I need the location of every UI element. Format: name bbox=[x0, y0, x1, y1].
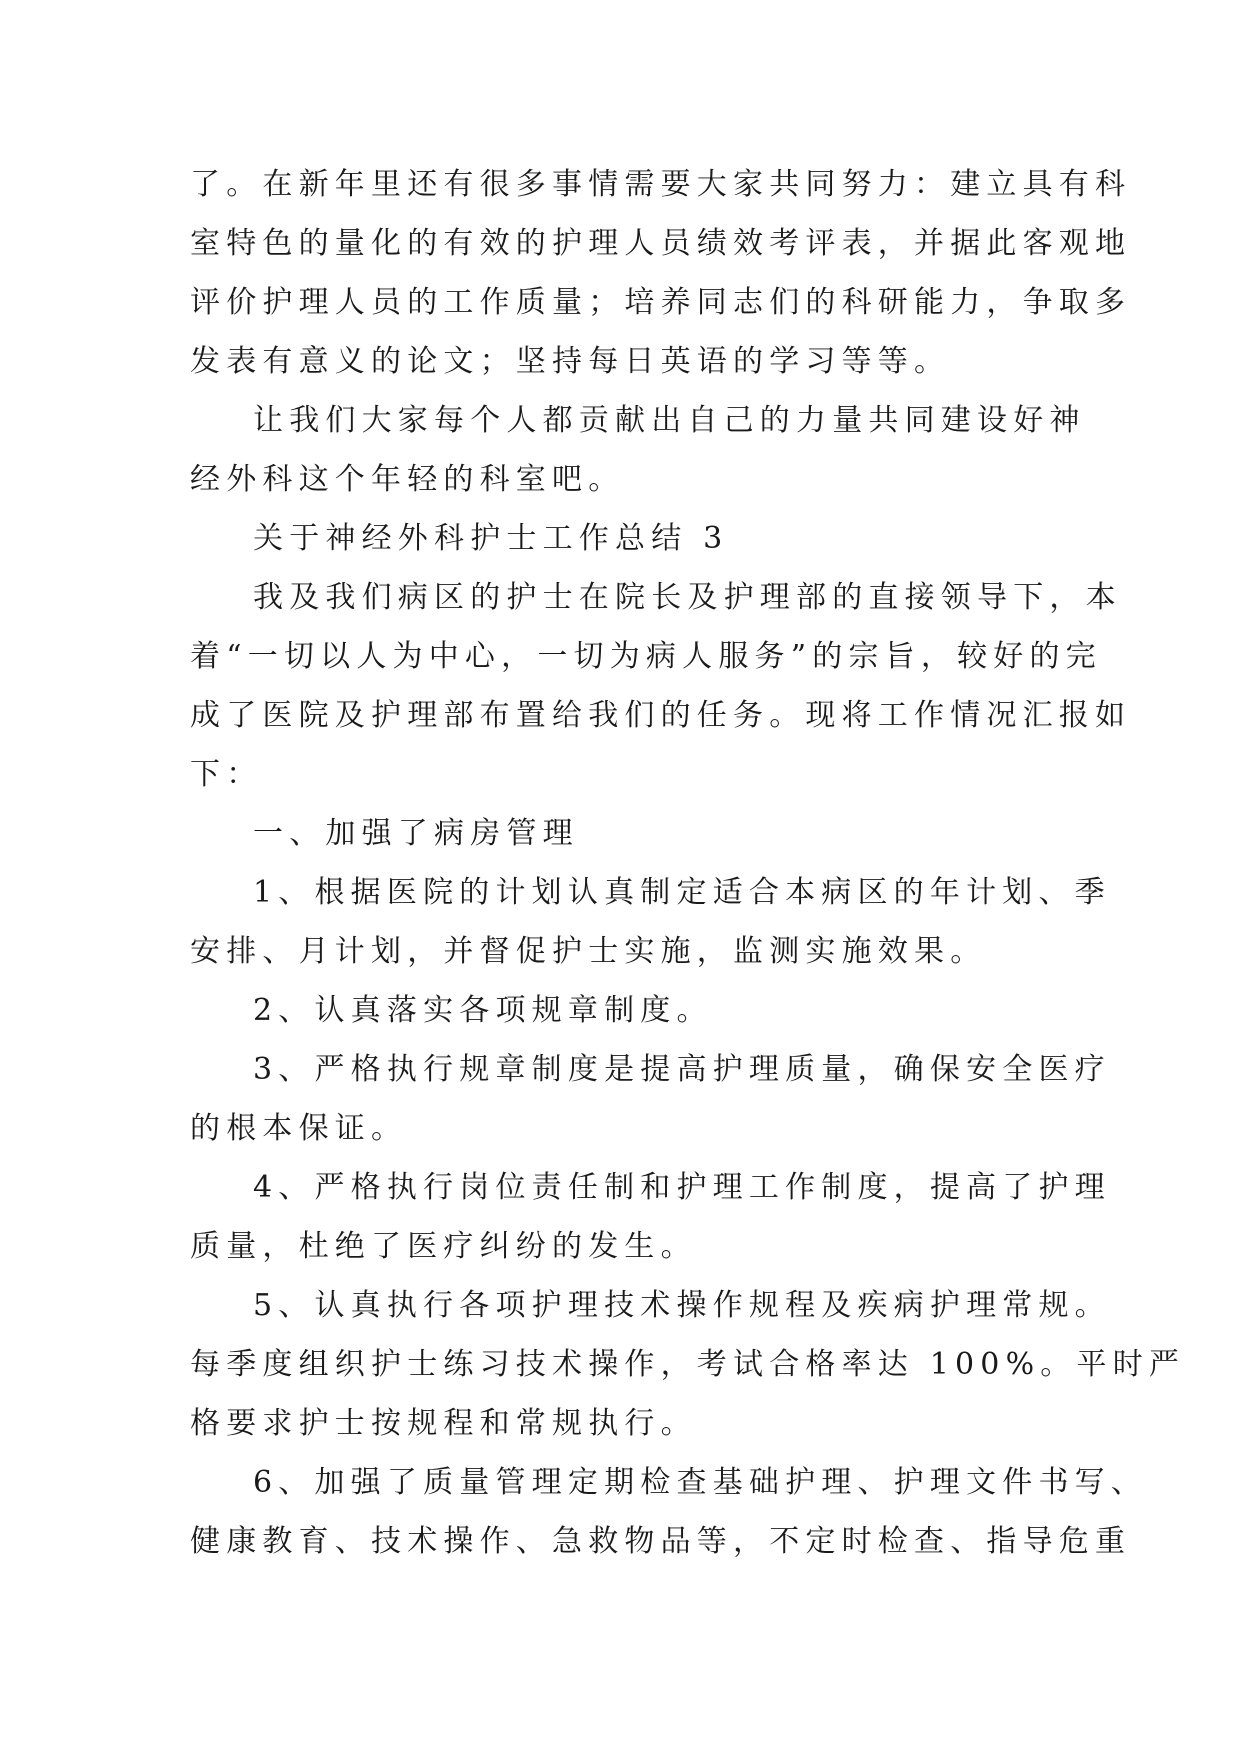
text-line: 每季度组织护士练习技术操作，考试合格率达 100%。平时严 bbox=[190, 1347, 1186, 1382]
text-line: 健康教育、技术操作、急救物品等，不定时检查、指导危重 bbox=[190, 1524, 1132, 1559]
text-line: 安排、月计划，并督促护士实施，监测实施效果。 bbox=[190, 934, 987, 969]
text-line: 评价护理人员的工作质量；培养同志们的科研能力，争取多 bbox=[190, 285, 1132, 320]
text-line: 下： bbox=[190, 757, 263, 792]
text-line: 发表有意义的论文；坚持每日英语的学习等等。 bbox=[190, 344, 951, 379]
text-line: 了。在新年里还有很多事情需要大家共同努力：建立具有科 bbox=[190, 167, 1132, 202]
text-line: 质量，杜绝了医疗纠纷的发生。 bbox=[190, 1229, 697, 1264]
text-line: 的根本保证。 bbox=[190, 1111, 408, 1146]
text-line: 着“一切以人为中心，一切为病人服务”的宗旨，较好的完 bbox=[190, 639, 1102, 674]
section-heading: 关于神经外科护士工作总结 3 bbox=[253, 521, 729, 556]
list-item-line: 1、根据医院的计划认真制定适合本病区的年计划、季 bbox=[253, 875, 1111, 910]
text-line: 成了医院及护理部布置给我们的任务。现将工作情况汇报如 bbox=[190, 698, 1132, 733]
paragraph-start-line: 我及我们病区的护士在院长及护理部的直接领导下，本 bbox=[253, 580, 1122, 615]
list-item-line: 4、严格执行岗位责任制和护理工作制度，提高了护理 bbox=[253, 1170, 1111, 1205]
paragraph-start-line: 让我们大家每个人都贡献出自己的力量共同建设好神 bbox=[253, 403, 1086, 438]
text-line: 室特色的量化的有效的护理人员绩效考评表，并据此客观地 bbox=[190, 226, 1132, 261]
text-line: 格要求护士按规程和常规执行。 bbox=[190, 1406, 697, 1441]
list-item-line: 5、认真执行各项护理技术操作规程及疾病护理常规。 bbox=[253, 1288, 1111, 1323]
list-item-line: 6、加强了质量管理定期检查基础护理、护理文件书写、 bbox=[253, 1465, 1148, 1500]
text-line: 经外科这个年轻的科室吧。 bbox=[190, 462, 625, 497]
list-item-line: 3、严格执行规章制度是提高护理质量，确保安全医疗 bbox=[253, 1052, 1111, 1087]
subsection-heading: 一、加强了病房管理 bbox=[253, 816, 579, 851]
list-item-line: 2、认真落实各项规章制度。 bbox=[253, 993, 713, 1028]
